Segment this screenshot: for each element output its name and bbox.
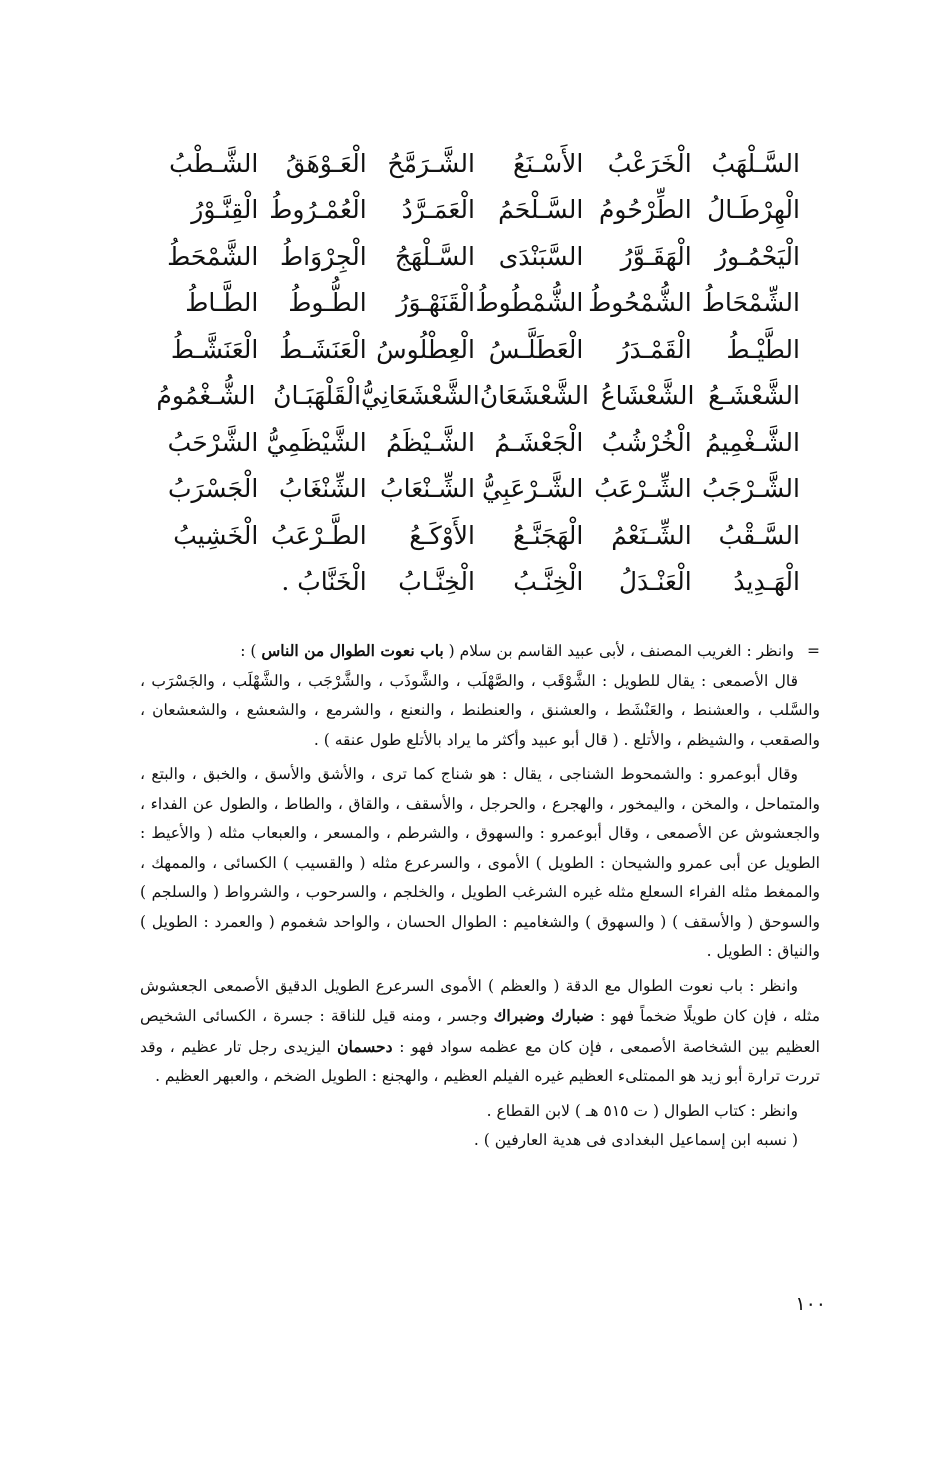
- word-item: الْخَرَعْبُ: [607, 148, 692, 178]
- word-item: الْجَسْرَبُ: [168, 474, 259, 504]
- word-item: الْعَـوْهَقُ: [285, 148, 367, 178]
- word-item: الشِّـنَعْمُ: [611, 520, 692, 550]
- word-item: الشِّـنْعَابُ: [380, 474, 475, 504]
- word-item: الشَّرْحَبُ: [167, 427, 259, 457]
- word-row: [150, 187, 800, 234]
- footnote-paragraph-3: وقال أبوعمرو : والشمحوط الشناجى ، يقال : هو شناج كما ترى ، والأشق والأسق ، والخبق ، والبتع ، والمتماحل ، والمخن ، واليمخور ، والهجرع ، والحرجل ، والأسقف ، والقاق ، والطاط ، والطول عن الفداء ، والجعشوش عن الأصمعى ، وقال أبوعمرو : والسهوق ، والشرطم ، والمسعر ، والعبعاب مثله ( والأعيط : الطويل عن أبى عمرو والشيحان : الطويل ) الأموى ، والسرعرع مثله ( والقسيب ) الكسائى ، والممهك ، والممغط مثله الفراء السعلع مثله غيره الشرغب الطويل ، والخلجم ، والسرحوب ، والشرواط ( والسلجم ) والسوحق ( والأسقف ) ( والسهوق ) والشغاميم : الطوال الحسان ، والواحد شغموم ( والعمرد : الطويل ) والنياق : الطويل .: [140, 765, 820, 960]
- footnote-paragraph-4: وانظر : باب نعوت الطوال مع الدقة ( والعظم ) الأموى السرعرع الطويل الدقيق الأصمعى الجعشوش مثله ، فإن كان طويلًا ضخماً فهو : ضبارك وضبراك وجسر ، ومنه قيل للناقة : جسرة ، الكسائى الشخيص العظيم بين الشخاصة الأصمعى ، فإن كان مع عظمه سواد فهو : دحسمان اليزيدى رجل تار عظيم ، وقد تررت ترارة أبو زيد هو الممتلىء العظيم غيره الفيلم العظيم ، والهجنع : الطويل الضخم ، والعبهر العظيم .: [140, 976, 820, 1085]
- word-item: الشَّعْشَاعُ: [600, 381, 695, 411]
- word-item: الْعَطَلَّـسُ: [488, 334, 584, 364]
- word-list: [150, 140, 800, 605]
- bold-heading: باب نعوت الطوال من الناس: [261, 641, 444, 660]
- word-item: الشَّـيْظَمُ: [386, 427, 475, 457]
- word-item: الشَّـرْعَبِيُّ: [482, 474, 584, 504]
- word-item: الشُّمْطُوطُ: [475, 288, 584, 318]
- word-item: الْخُرْشُبُ: [601, 427, 692, 457]
- word-item: الشَّعْشَـعُ: [708, 381, 800, 411]
- word-item: السَّـلْحَمُ: [498, 195, 584, 225]
- word-row: [150, 233, 800, 280]
- word-item: الشَّمْحَطُ: [167, 241, 259, 271]
- word-row: [150, 140, 800, 187]
- word-item: الْهَجَنَّـعُ: [512, 520, 584, 550]
- bold-term-1: ضبارك وضبراك: [493, 1006, 594, 1025]
- word-item: الْجِرْوَاطُ: [280, 241, 367, 271]
- word-item: الشَّـرَمَّحُ: [387, 148, 475, 178]
- word-row: [150, 373, 800, 420]
- word-item: الطَّيْـطُ: [726, 334, 800, 364]
- word-item: الْقِنَّـوْرُ: [191, 195, 259, 225]
- word-item: الشَّـرْجَبُ: [702, 474, 800, 504]
- word-item: الْعَنَشَـطُ: [279, 334, 367, 364]
- word-item: الْيَحْمُـورُ: [714, 241, 800, 271]
- word-item: الشِّـرْعَبُ: [594, 474, 692, 504]
- word-item: الشَّـغْمِيمُ: [705, 427, 800, 457]
- footnote-paragraph-6: ( نسبه ابن إسماعيل البغدادى فى هدية العارفين ) .: [473, 1131, 798, 1149]
- word-item: الْهَـدِيدُ: [733, 567, 800, 597]
- word-item: الْعَنْـدَلُ: [618, 567, 692, 597]
- word-item: السَّـلْهَبُ: [711, 148, 800, 178]
- word-item: الشَّعْشَعَانُ: [479, 381, 589, 411]
- word-item: الأَسْـنَعُ: [513, 148, 584, 178]
- word-item: الْعَنَشَّـطُ: [170, 334, 259, 364]
- word-row: [150, 512, 800, 559]
- footnote-paragraph-1: =وانظر : الغريب المصنف ، لأبى عبيد القاسم بن سلام ( باب نعوت الطوال من الناس ) :: [140, 636, 820, 667]
- word-item: الْعِطْلُوسُ: [376, 334, 475, 364]
- word-item: الْجَعْشَـمُ: [494, 427, 584, 457]
- word-item: الطَّـاطُ: [185, 288, 259, 318]
- word-row: [150, 280, 800, 327]
- equal-sign: =: [807, 642, 820, 660]
- footnote-paragraph-5: وانظر : كتاب الطوال ( ت ٥١٥ هـ ) لابن القطاع .: [486, 1101, 798, 1120]
- word-item: الْخَشِيبُ: [173, 520, 259, 550]
- word-item: الأَوْكَـعُ: [409, 520, 475, 550]
- word-item: الْخِنَّـبُ: [513, 567, 584, 597]
- word-row: [150, 466, 800, 513]
- word-item: السَّبَنْدَى: [498, 241, 584, 271]
- word-item: الْعَمَـرَّدُ: [401, 195, 475, 225]
- word-row: [150, 326, 800, 373]
- word-item: الْخَنَّابُ .: [281, 567, 367, 597]
- word-item: الشِّمْحَاطُ: [701, 288, 800, 318]
- word-item: الْقَلْهَبَـانُ: [273, 381, 362, 411]
- word-item: الشَّعْشَعَانِيُّ: [361, 381, 480, 411]
- word-item: الشِّنْغَابُ: [279, 474, 367, 504]
- word-item: الشَّيْظَمِيُّ: [266, 427, 367, 457]
- word-item: الْقَنَهْـوَرُ: [396, 288, 475, 318]
- word-item: السَّـلْهَجُ: [394, 241, 475, 271]
- word-item: الطَّـرْعَبُ: [271, 520, 367, 550]
- word-item: الْخِنَّـابُ: [398, 567, 475, 597]
- word-item: الشَّـطْبُ: [169, 148, 259, 178]
- word-row: [150, 419, 800, 466]
- word-item: الشُّـغْمُومُ: [156, 381, 256, 411]
- word-item: الشُّمْحُوطُ: [588, 288, 692, 318]
- bold-term-2: دحسمان: [337, 1036, 393, 1056]
- footnote-section: [140, 636, 820, 1156]
- word-item: الْهَقَـوَّرُ: [620, 241, 692, 271]
- word-item: السَّـقْبُ: [718, 520, 800, 550]
- footnote-paragraph-2: قال الأصمعى : يقال للطويل : الشَّوْقَب ، والصَّهْلَب ، والشَّوذَب ، والشَّرْجَب ، والشَّهْلَب ، والجَسْرَب ، والسَّلب ، والعشنط ، والعَنْشَط ، والعشنق ، والعنطنط ، والنعنع ، والشرمع ، والشعشع ، والشعشعان ، والصقعب ، والشيظم ، والأتلع . ( قال أبو عبيد وأكثر ما يراد بالأتلع طول عنقه ) .: [140, 671, 820, 749]
- word-item: الْعُمْـرُوطُ: [269, 195, 367, 225]
- word-item: الْقَمْـدَرُ: [617, 334, 692, 364]
- page-number: ١٠٠: [795, 1293, 826, 1315]
- word-item: الطُّـوطُ: [288, 288, 367, 318]
- word-row: [150, 559, 800, 606]
- word-item: الطِّرْحُومُ: [598, 195, 692, 225]
- word-item: الْهِرْطَـالُ: [707, 195, 800, 225]
